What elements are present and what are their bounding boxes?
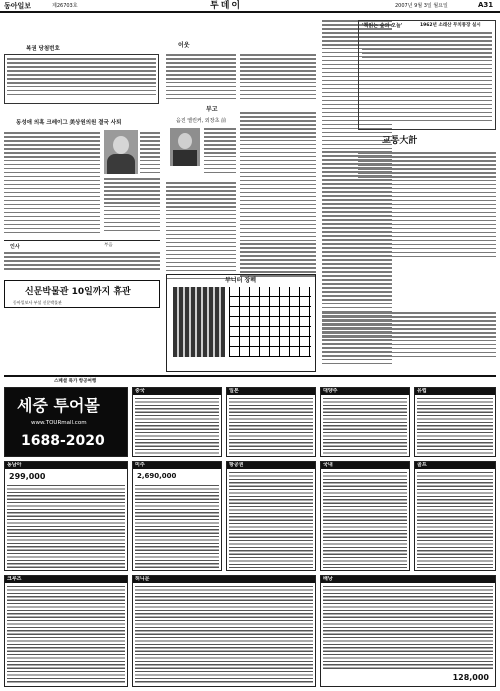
feature-title: '책읽는 숲의 오늘' bbox=[362, 23, 403, 29]
ad-block-7-label: 국내 bbox=[321, 462, 409, 469]
ad-block-6[interactable] bbox=[226, 461, 316, 571]
issue-date: 2007년 9월 3일 월요일 bbox=[395, 3, 448, 9]
museum-ad-sub: 동아일보사 부설 신문박물관 bbox=[13, 300, 62, 305]
ad-block-3[interactable] bbox=[320, 387, 410, 457]
ad-block-5[interactable] bbox=[132, 461, 222, 571]
feature-body bbox=[362, 32, 492, 126]
ad-block-2-text bbox=[229, 397, 313, 454]
ad-block-4-label: 유럽 bbox=[415, 388, 495, 395]
column-body bbox=[358, 152, 496, 262]
obit-photo bbox=[170, 128, 200, 166]
photo-shoulders bbox=[107, 154, 135, 174]
ad-block-6-label: 항공권 bbox=[227, 462, 315, 469]
obit-photo-face bbox=[178, 133, 192, 149]
lottery-table-body bbox=[7, 58, 156, 102]
middle-column bbox=[166, 42, 316, 372]
ad-block-1[interactable] bbox=[132, 387, 222, 457]
ad-block-8[interactable] bbox=[414, 461, 496, 571]
tour-brand-ad[interactable] bbox=[4, 387, 128, 457]
puzzle-label: 부니터 장펙 bbox=[225, 277, 257, 284]
obit-label: 부고 bbox=[206, 106, 218, 113]
ad-block-1-label: 중국 bbox=[133, 388, 221, 395]
ad-block-11[interactable] bbox=[320, 575, 496, 687]
right-column bbox=[362, 20, 496, 372]
price-3: 128,000 bbox=[452, 673, 489, 682]
ad-block-10-text bbox=[135, 585, 313, 684]
ad-block-5-text bbox=[135, 484, 219, 568]
neighbors-body-2 bbox=[240, 54, 316, 104]
ad-block-5-label: 미주 bbox=[133, 462, 221, 469]
lottery-table-title: 복권 당첨번호 bbox=[26, 46, 60, 52]
masthead bbox=[0, 0, 500, 13]
ad-block-3-label: 대양주 bbox=[321, 388, 409, 395]
ad-section bbox=[4, 375, 496, 687]
photo-face bbox=[113, 136, 129, 154]
obit-body-top bbox=[204, 128, 236, 178]
ad-block-11-label: 배낭 bbox=[321, 576, 495, 583]
notice-title: 인사 bbox=[10, 244, 20, 250]
left-column bbox=[4, 46, 160, 371]
obit-headline: 음진 엘린커, 외장초 前 bbox=[176, 118, 226, 124]
ad-block-0-text bbox=[7, 484, 125, 568]
issue-number: 제26703호 bbox=[52, 3, 78, 9]
neighbors-body bbox=[166, 54, 236, 104]
page-number: A31 bbox=[478, 1, 494, 9]
ad-block-7[interactable] bbox=[320, 461, 410, 571]
ad-block-1-text bbox=[135, 397, 219, 454]
price-1: 299,000 bbox=[9, 472, 46, 481]
column-headline: 교통大計 bbox=[382, 136, 418, 146]
feature-title-2: 1962년 소래산 무치통장 실시 bbox=[420, 23, 481, 28]
museum-ad-title: 신문박물관 10일까지 휴관 bbox=[25, 287, 131, 297]
ad-block-2-label: 일본 bbox=[227, 388, 315, 395]
puzzle-image bbox=[173, 287, 225, 357]
tour-phone: 1688-2020 bbox=[21, 433, 105, 449]
article-body-left bbox=[4, 132, 100, 237]
puzzle-grid bbox=[229, 287, 311, 357]
ad-block-4-text bbox=[417, 397, 493, 454]
obit-photo-body bbox=[173, 150, 197, 166]
ad-block-0[interactable] bbox=[4, 461, 128, 571]
ad-block-10-label: 허니문 bbox=[133, 576, 315, 583]
ad-block-8-label: 골프 bbox=[415, 462, 495, 469]
ad-block-8-text bbox=[417, 471, 493, 568]
tour-url: www.TOURmall.com bbox=[31, 420, 87, 426]
tour-brand-name: 세중 투어몰 bbox=[17, 396, 100, 415]
ad-block-9-label: 크루즈 bbox=[5, 576, 127, 583]
ad-block-2[interactable] bbox=[226, 387, 316, 457]
obit-body bbox=[166, 182, 236, 282]
publisher-name: 동아일보 bbox=[4, 2, 32, 10]
puzzle-box bbox=[166, 274, 316, 372]
column-body-lower bbox=[322, 312, 496, 362]
ad-top-banner: 스페셜 특가 항공여행 bbox=[54, 379, 97, 384]
price-2: 2,690,000 bbox=[137, 472, 177, 480]
section-label: 이웃 bbox=[178, 42, 190, 49]
ad-block-0-label: 동남아 bbox=[5, 462, 127, 469]
ad-block-9-text bbox=[7, 585, 125, 684]
museum-ad bbox=[4, 280, 160, 308]
notice-caption: 부음 bbox=[104, 243, 113, 248]
ad-block-3-text bbox=[323, 397, 407, 454]
ad-block-9[interactable] bbox=[4, 575, 128, 687]
article-photo bbox=[104, 130, 138, 174]
article-body-right-lower bbox=[104, 178, 160, 238]
article-headline: 동성애 의혹 크레이그 美상원의원 결국 사퇴 bbox=[16, 120, 122, 126]
divider bbox=[4, 240, 160, 241]
section-title: 투데이 bbox=[210, 1, 243, 11]
ad-block-7-text bbox=[323, 471, 407, 568]
notice-body bbox=[4, 252, 160, 272]
ad-block-10[interactable] bbox=[132, 575, 316, 687]
ad-block-6-text bbox=[229, 471, 313, 568]
ad-block-11-text bbox=[323, 585, 493, 670]
ad-block-4[interactable] bbox=[414, 387, 496, 457]
obit-body-2 bbox=[240, 112, 316, 282]
